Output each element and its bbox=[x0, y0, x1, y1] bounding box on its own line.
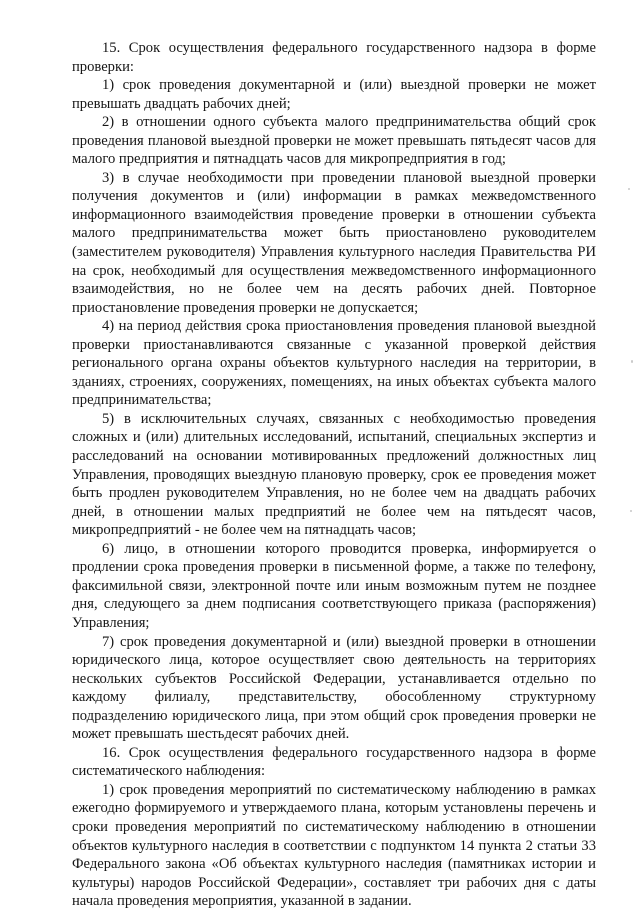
section-16-heading: 16. Срок осуществления федерального государственного надзора в форме систематического наблюдения: bbox=[72, 744, 596, 780]
section-15-item-6: 6) лицо, в отношении которого проводится проверка, информируется о продлении срока проведения проверки в письменной форме, а также по телефону, факсимильной связи, электронной почте или иным возможным путем не позднее дня, следующего за днем подписания соответствующего приказа (распоряжения) Управления; bbox=[72, 540, 596, 631]
section-15-item-7: 7) срок проведения документарной и (или) выездной проверки в отношении юридического лица, которое осуществляет свою деятельность на территориях нескольких субъектов Российской Федерации, устанавливается отдельно по каждому филиалу, представительству, обособленному структурному подразделению юридического лица, при этом общий срок проведения проверки не может превышать шестьдесят рабочих дней. bbox=[72, 633, 596, 743]
section-15-item-1: 1) срок проведения документарной и (или) выездной проверки не может превышать двадцать рабочих дней; bbox=[72, 77, 596, 112]
scan-artifact bbox=[630, 510, 632, 512]
section-15-heading: 15. Срок осуществления федерального государственного надзора в форме проверки: bbox=[72, 40, 596, 75]
section-15-item-3: 3) в случае необходимости при проведении плановой выездной проверки получения документов и (или) информации в рамках межведомственного информационного взаимодействия проведение проверки в отношении субъекта малого предпринимательства может быть приостановлено руководителем (заместителем руководителя) Управления культурного наследия Правительства РИ на срок, необходимый для осуществления межведомственного информационного взаимодействия, но не более чем на десять рабочих дней. Повторное приостановление проведения проверки не допускается; bbox=[72, 169, 596, 316]
section-16-item-1: 1) срок проведения мероприятий по систематическому наблюдению в рамках ежегодно формируемого и утверждаемого плана, которым установлены перечень и сроки проведения мероприятий по систематическому наблюдению в отношении объектов культурного наследия в соответствии с подпунктом 14 пункта 2 статьи 33 Федерального закона «Об объектах культурного наследия (памятниках истории и культуры) народов Российской Федерации», составляет три рабочих дня с даты начала проведения мероприятия, указанной в задании. bbox=[72, 781, 596, 910]
document-page bbox=[72, 39, 596, 911]
section-15-item-2: 2) в отношении одного субъекта малого предпринимательства общий срок проведения плановой выездной проверки не может превышать пятьдесят часов для малого предприятия и пятнадцать часов для микропредприятия в год; bbox=[72, 114, 596, 168]
section-15-item-4: 4) на период действия срока приостановления проведения плановой выездной проверки приостанавливаются связанные с указанной проверкой действия регионального органа охраны объектов культурного наследия на территории, в зданиях, строениях, сооружениях, помещениях, на иных объектах субъекта малого предпринимательства; bbox=[72, 318, 596, 409]
scan-artifact bbox=[631, 360, 633, 363]
section-15-item-5: 5) в исключительных случаях, связанных с необходимостью проведения сложных и (или) длительных исследований, испытаний, специальных экспертиз и расследований на основании мотивированных предложений должностных лиц Управления, проводящих выездную плановую проверку, срок ее проведения может быть продлен руководителем Управления, но не более чем на двадцать рабочих дней, в отношении малых предприятий не более чем на пятьдесят часов, микропредприятий - не более чем на пятнадцать часов; bbox=[72, 410, 596, 539]
scan-artifact bbox=[628, 188, 630, 190]
